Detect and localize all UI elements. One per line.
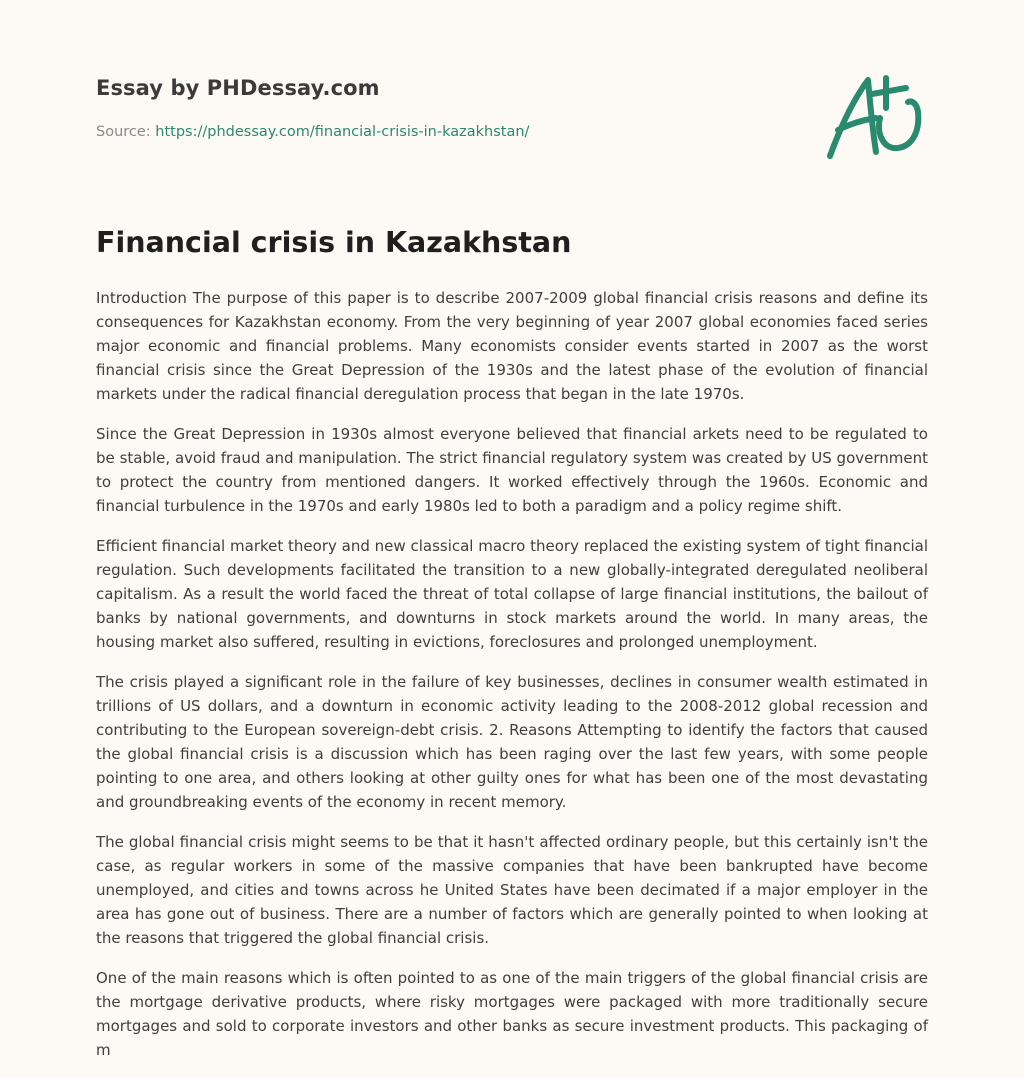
paragraph: One of the main reasons which is often pointed to as one of the main triggers of the global financial crisis are the mortgage derivative products, where risky mortgages were packaged with more traditionally secure mortgages and sold to corporate investors and other banks as secure investment products. This packaging of m xyxy=(96,969,928,1059)
essay-title: Financial crisis in Kazakhstan xyxy=(96,226,572,259)
paragraph: Introduction The purpose of this paper is to describe 2007-2009 global financial crisis reasons and define its consequences for Kazakhstan economy. From the very beginning of year 2007 global economies faced series major economic and financial problems. Many economists consider events started in 2007 as the worst financial crisis since the Great Depression of the 1930s and the latest phase of the evolution of financial markets under the radical financial deregulation process that began in the late 1970s. xyxy=(96,289,928,403)
paragraph: The crisis played a significant role in the failure of key businesses, declines in consumer wealth estimated in trillions of US dollars, and a downturn in economic activity leading to the 2008-2012 global recession and contributing to the European sovereign-debt crisis. 2. Reasons Attempting to identify the factors that caused the global financial crisis is a discussion which has been raging over the last few years, with some people pointing to one area, and others looking at other guilty ones for what has been one of the most devastating and groundbreaking events of the economy in recent memory. xyxy=(96,673,928,811)
paragraph: The global financial crisis might seems to be that it hasn't affected ordinary people, but this certainly isn't the case, as regular workers in some of the massive companies that have been bankrupted have become unemployed, and cities and towns across he United States have been decimated if a major employer in the area has gone out of business. There are a number of factors which are generally pointed to when looking at the reasons that triggered the global financial crisis. xyxy=(96,833,928,947)
essay-page xyxy=(96,0,928,1059)
essay-body xyxy=(96,286,928,1078)
source-label: Source: xyxy=(96,124,156,140)
source-link[interactable]: https://phdessay.com/financial-crisis-in-kazakhstan/ xyxy=(155,124,530,140)
page-header xyxy=(96,0,928,200)
site-title: Essay by PHDessay.com xyxy=(96,76,380,100)
a-plus-grade-icon xyxy=(824,68,928,164)
paragraph: Efficient financial market theory and new classical macro theory replaced the existing system of tight financial regulation. Such developments facilitated the transition to a new globally-integrated deregulated neoliberal capitalism. As a result the world faced the threat of total collapse of large financial institutions, the bailout of banks by national governments, and downturns in stock markets around the world. In many areas, the housing market also suffered, resulting in evictions, foreclosures and prolonged unemployment. xyxy=(96,537,928,651)
source-line xyxy=(96,124,529,140)
paragraph: Since the Great Depression in 1930s almost everyone believed that financial arkets need to be regulated to be stable, avoid fraud and manipulation. The strict financial regulatory system was created by US government to protect the country from mentioned dangers. It worked effectively through the 1960s. Economic and financial turbulence in the 1970s and early 1980s led to both a paradigm and a policy regime shift. xyxy=(96,425,928,515)
